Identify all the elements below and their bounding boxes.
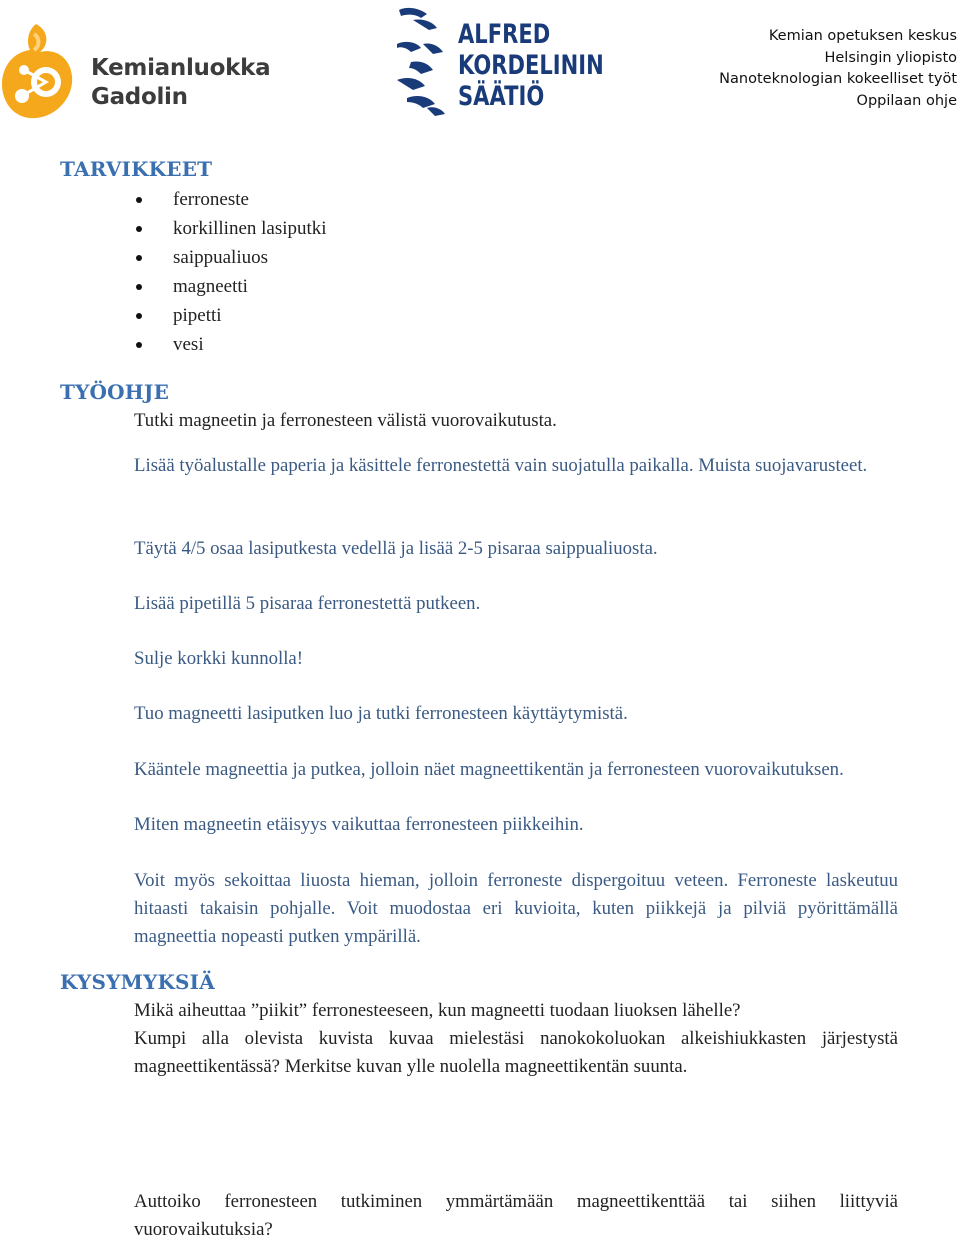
list-item (133, 330, 327, 359)
list-item-text: magneetti (173, 276, 248, 297)
kordelin-logo (393, 4, 603, 120)
bullet-icon (136, 284, 142, 290)
instruction-step: Täytä 4/5 osaa lasiputkesta vedellä ja lisää 2-5 pisaraa saippualiuosta. (134, 538, 658, 559)
kordelin-logo-line2: KORDELININ (458, 50, 604, 81)
gadolin-logo-line2: Gadolin (91, 84, 188, 110)
kordelin-logo-line3: SÄÄTIÖ (458, 81, 545, 112)
questions-heading: KYSYMYKSIÄ (60, 970, 215, 994)
instruction-step: Miten magneetin etäisyys vaikuttaa ferronesteen piikkeihin. (134, 814, 584, 835)
gadolin-logo-line1: Kemianluokka (91, 55, 271, 81)
header-info-line: Oppilaan ohje (856, 92, 957, 109)
instruction-step: Tuo magneetti lasiputken luo ja tutki ferronesteen käyttäytymistä. (134, 703, 628, 724)
page-header (0, 0, 960, 130)
instructions-intro: Tutki magneetin ja ferronesteen välistä vuorovaikutusta. (134, 410, 557, 431)
list-item (133, 301, 327, 330)
bullet-icon (136, 255, 142, 261)
header-info-line: Nanoteknologian kokeelliset työt (719, 71, 957, 87)
list-item-text: saippualiuos (173, 247, 268, 268)
instruction-step: Voit myös sekoittaa liuosta hieman, jolloin ferroneste dispergoituu veteen. Ferroneste laskeutuu hitaasti takaisin pohjalle. Voit muodostaa eri kuvioita, kuten piikkejä ja pilviä pyörittämällä magneettia nopeasti putken ympärillä. (134, 870, 898, 947)
kordelin-logo-text (458, 19, 604, 112)
header-info (719, 26, 957, 112)
bullet-icon (136, 226, 142, 232)
header-info-line: Kemian opetuksen keskus (768, 28, 957, 44)
gadolin-logo-mark-icon (0, 22, 90, 122)
instruction-step: Kääntele magneettia ja putkea, jolloin näet magneettikentän ja ferronesteen vuorovaikutuksen. (134, 759, 844, 780)
list-item-text: ferroneste (173, 189, 249, 210)
materials-list (133, 185, 327, 359)
instruction-step: Sulje korkki kunnolla! (134, 648, 304, 669)
bullet-icon (136, 313, 142, 319)
list-item (133, 243, 327, 272)
list-item (133, 272, 327, 301)
question-item: Kumpi alla olevista kuvista kuvaa mielestäsi nanokokoluokan alkeishiukkasten järjestystä magneettikentässä? Merkitse kuvan ylle nuolella magneettikentän suunta. (134, 1028, 898, 1077)
list-item (133, 214, 327, 243)
list-item-text: pipetti (173, 305, 222, 326)
bullet-icon (136, 197, 142, 203)
kordelin-logo-line1: ALFRED (458, 19, 551, 50)
list-item-text: vesi (173, 334, 204, 355)
question-item: Mikä aiheuttaa ”piikit” ferronesteeseen, kun magneetti tuodaan liuoksen lähelle? (134, 1000, 741, 1021)
instruction-step: Lisää pipetillä 5 pisaraa ferronestettä putkeen. (134, 593, 481, 614)
list-item-text: korkillinen lasiputki (173, 218, 327, 239)
list-item (133, 185, 327, 214)
instruction-step: Lisää työalustalle paperia ja käsittele ferronestettä vain suojatulla paikalla. Muista suojavarusteet. (134, 455, 868, 476)
gadolin-logo (0, 22, 271, 122)
materials-heading: TARVIKKEET (60, 157, 213, 181)
question-item: Auttoiko ferronesteen tutkiminen ymmärtämään magneettikenttää tai siihen liittyviä vuorovaikutuksia? (134, 1191, 898, 1240)
bullet-icon (136, 342, 142, 348)
header-info-line: Helsingin yliopisto (824, 49, 957, 66)
kordelin-foundation-mark-icon (393, 4, 453, 120)
instructions-heading: TYÖOHJE (60, 380, 170, 404)
gadolin-logo-text (91, 54, 270, 112)
